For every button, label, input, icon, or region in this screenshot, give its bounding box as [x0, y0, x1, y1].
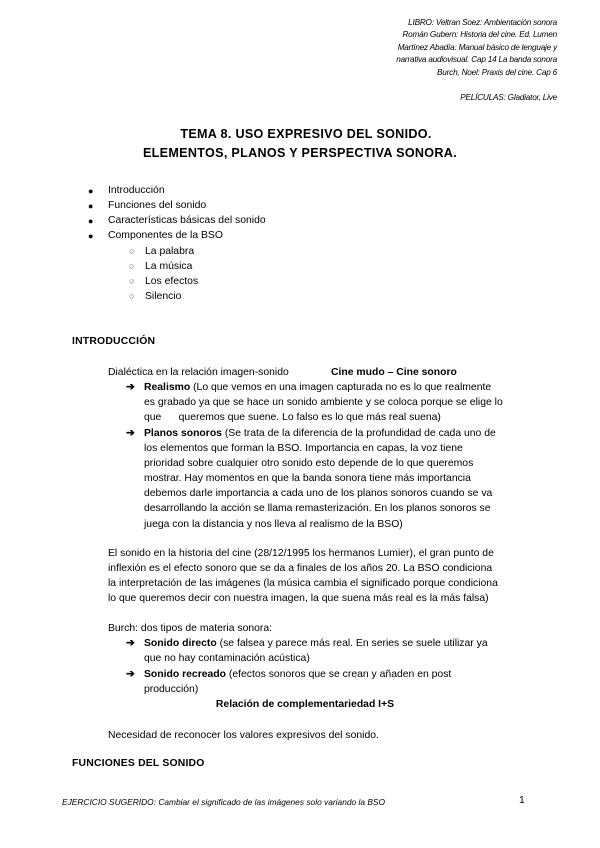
arrow-right-icon: ➔ [126, 669, 135, 680]
bullet-icon: ● [88, 231, 94, 241]
historia-paragraph: El sonido en la historia del cine (28/12/1995 los hermanos Lumier), el gran punto de inflexión es el efecto sonoro que se da a finales de los años 20. La BSO condiciona la interpretación de las imágenes (la música cambia el significado porque condiciona lo que queremos decir con nuestra imagen, la que suena más real es la más falsa) [108, 548, 498, 605]
bullet-icon: ● [88, 201, 94, 211]
dialectica-bold: Cine mudo – Cine sonoro [331, 367, 457, 378]
toc-item: ● Componentes de la BSO [88, 230, 223, 241]
dialectica-line: Dialéctica en la relación imagen-sonido [108, 367, 289, 378]
toc-item: ● Funciones del sonido [88, 200, 207, 211]
page-title-line1: TEMA 8. USO EXPRESIVO DEL SONIDO. [180, 127, 432, 141]
arrow-right-icon: ➔ [126, 638, 135, 649]
burch-line: Burch: dos tipos de materia sonora: [108, 623, 273, 634]
section-heading-funciones: FUNCIONES DEL SONIDO [72, 758, 205, 769]
toc-subitem: ○ Los efectos [129, 276, 199, 287]
arrow-right-icon: ➔ [126, 428, 135, 439]
sonido-recreado-item: ➔ Sonido recreado (efectos sonoros que se crean y añaden en post producción) [126, 669, 452, 696]
sonido-recreado-term: Sonido recreado [144, 669, 226, 680]
section-heading-introduccion: INTRODUCCIÓN [72, 336, 156, 347]
bullet-icon: ● [88, 216, 94, 226]
reference-line: LIBRO: Veltran Soez: Ambientación sonora [408, 18, 557, 27]
toc-item: ● Características básicas del sonido [88, 215, 266, 226]
reference-line: Burch, Noel: Praxis del cine. Cap 6 [437, 67, 557, 77]
toc-subitem: ○ Silencio [129, 291, 182, 302]
sonido-directo-term: Sonido directo [144, 638, 217, 649]
page-number: 1 [519, 795, 525, 806]
planos-item: ➔ Planos sonoros (Se trata de la diferencia de la profundidad de cada uno de los elementos que forman la BSO. Importancia en capas, la voz tiene prioridad sobre cualquier otro sonido esto depende de lo que queremos mostrar. Hay momentos en que la banda sonora tiene más importancia debemos darle importancia a cada uno de los planos sonoros cuando se va desarrollando la acción se llama remasterización. En los planos sonoros se juega con la distancia y nos lleva al realismo de la BSO) [126, 428, 496, 530]
planos-term: Planos sonoros [144, 428, 222, 439]
films-line: PELÍCULAS: Gladiator, Live [460, 93, 557, 102]
arrow-right-icon: ➔ [126, 382, 135, 393]
necesidad-line: Necesidad de reconocer los valores expresivos del sonido. [108, 730, 379, 741]
toc-subitem: ○ La palabra [129, 246, 195, 257]
reference-line: Román Gubern: Historia del cine. Ed. Lumen [402, 30, 557, 40]
circle-bullet-icon: ○ [129, 246, 135, 256]
circle-bullet-icon: ○ [129, 276, 135, 286]
toc-item: ● Introducción [88, 185, 165, 196]
realismo-term: Realismo [144, 382, 191, 393]
reference-line: Martínez Abadía: Manual básico de lenguaje y [397, 42, 557, 52]
sonido-directo-item: ➔ Sonido directo (se falsea y parece más real. En series se suele utilizar ya que no hay contaminación acústica) [126, 638, 488, 665]
realismo-item: ➔ Realismo (Lo que vemos en una imagen capturada no es lo que realmente es grabado ya que se hace un sonido ambiente y se coloca porque se elige lo que queremos que suene. Lo falso es lo que más real suena) [126, 382, 503, 424]
footer-exercise: EJERCICIO SUGERIDO: Cambiar el significado de las imágenes solo variando la BSO [62, 797, 386, 807]
relacion-complementariedad: Relación de complementariedad I+S [215, 699, 395, 710]
toc-subitem: ○ La música [129, 261, 193, 272]
references-block [297, 17, 557, 79]
page-title-line2: ELEMENTOS, PLANOS Y PERSPECTIVA SONORA. [142, 146, 457, 160]
bullet-icon: ● [88, 186, 94, 196]
circle-bullet-icon: ○ [129, 291, 135, 301]
reference-line: narrativa audiovisual. Cap 14 La banda sonora [396, 55, 557, 65]
circle-bullet-icon: ○ [129, 261, 135, 271]
